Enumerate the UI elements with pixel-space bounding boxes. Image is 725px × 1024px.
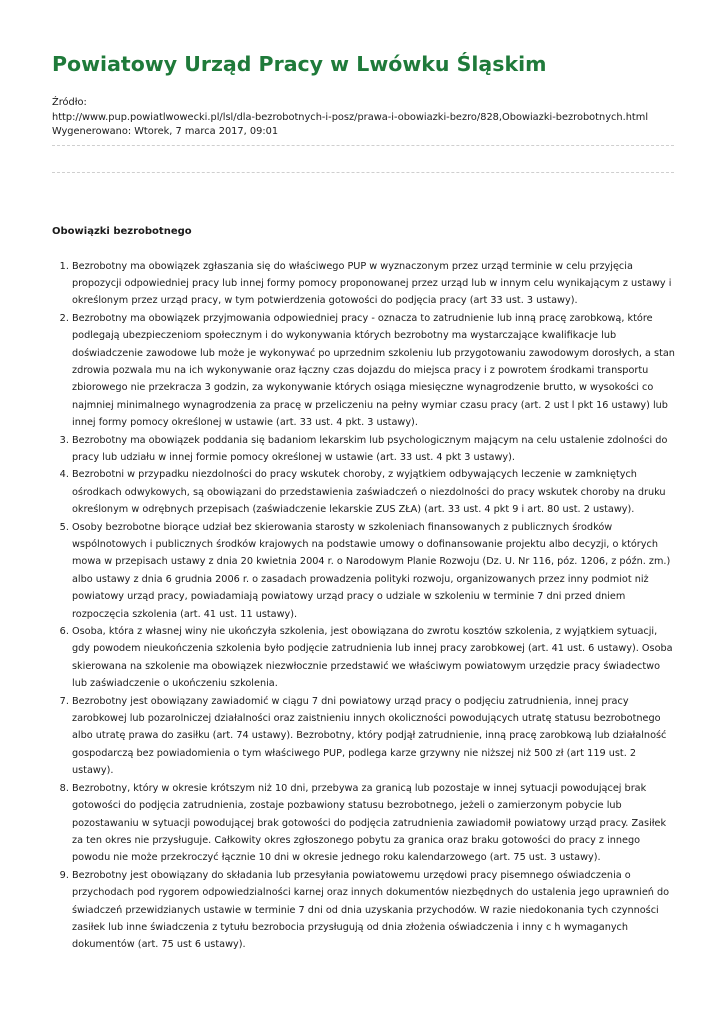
generated-timestamp: Wygenerowano: Wtorek, 7 marca 2017, 09:01 xyxy=(52,126,279,137)
duties-list xyxy=(52,258,677,954)
list-item: 9. Bezrobotny jest obowiązany do składania lub przesyłania powiatowemu urzędowi pracy pisemnego oświadczenia o przychodach pod rygorem odpowiedzialności karnej oraz innych dokumentów niezbędnych do ustalenia jego uprawnień do świadczeń przewidzianych ustawie w terminie 7 dni od dnia uzyskania przychodów. W razie niedokonania tych czynności zasiłek lub inne świadczenia z tytułu bezrobocia przysługują od dnia złożenia oświadczenia i inny c h wymaganych dokumentów (art. 75 ust 6 ustawy). xyxy=(72,867,677,954)
source-label: Źródło: xyxy=(52,97,87,108)
document-page xyxy=(52,50,677,954)
page-title: Powiatowy Urząd Pracy w Lwówku Śląskim xyxy=(52,52,547,76)
list-item: 2. Bezrobotny ma obowiązek przyjmowania odpowiedniej pracy - oznacza to zatrudnienie lub inną pracę zarobkową, które podlegają ubezpieczeniom społecznym i do wykonywania których bezrobotny ma wystarczające kwalifikacje lub doświadczenie zawodowe lub może je wykonywać po uprzednim szkoleniu lub przygotowaniu zawodowym dorosłych, a stan zdrowia pozwala mu na ich wykonywanie oraz łączny czas dojazdu do miejsca pracy i z powrotem środkami transportu zbiorowego nie przekracza 3 godzin, za wykonywanie których osiąga miesięczne wynagrodzenie brutto, w wysokości co najmniej minimalnego wynagrodzenia za pracę w przeliczeniu na pełny wymiar czasu pracy (art. 2 ust l pkt 16 ustawy) lub innej formy pomocy określonej w ustawie (art. 33 ust. 4 pkt. 3 ustawy). xyxy=(72,310,677,432)
document-meta xyxy=(52,96,677,140)
list-item: 6. Osoba, która z własnej winy nie ukończyła szkolenia, jest obowiązana do zwrotu kosztów szkolenia, z wyjątkiem sytuacji, gdy powodem nieukończenia szkolenia było podjęcie zatrudnienia lub innej pracy zarobkowej (art. 41 ust. 6 ustawy). Osoba skierowana na szkolenie ma obowiązek niezwłocznie przedstawić we właściwym powiatowym urzędzie pracy świadectwo lub zaświadczenie o ukończeniu szkolenia. xyxy=(72,623,677,693)
source-url: http://www.pup.powiatlwowecki.pl/lsl/dla-bezrobotnych-i-posz/prawa-i-obowiazki-bezro/828,Obowiazki-bezrobotnych.html xyxy=(52,111,649,123)
section-heading: Obowiązki bezrobotnego xyxy=(52,225,192,237)
list-item: 7. Bezrobotny jest obowiązany zawiadomić w ciągu 7 dni powiatowy urząd pracy o podjęciu zatrudnienia, innej pracy zarobkowej lub pozarolniczej działalności oraz zaistnieniu innych okoliczności powodujących utratę statusu bezrobotnego albo utratę prawa do zasiłku (art. 74 ustawy). Bezrobotny, który podjął zatrudnienie, inną pracę zarobkową lub działalność gospodarczą bez powiadomienia o tym właściwego PUP, podlega karze grzywny nie niższej niż 500 zł (art 119 ust. 2 ustawy). xyxy=(72,693,677,780)
list-item: 1. Bezrobotny ma obowiązek zgłaszania się do właściwego PUP w wyznaczonym przez urząd terminie w celu przyjęcia propozycji odpowiedniej pracy lub innej formy pomocy proponowanej przez urząd lub w innym celu wynikającym z ustawy i określonym przez urząd pracy, w tym potwierdzenia gotowości do podjęcia pracy (art 33 ust. 3 ustawy). xyxy=(72,258,677,310)
list-item: 3. Bezrobotny ma obowiązek poddania się badaniom lekarskim lub psychologicznym mającym na celu ustalenie zdolności do pracy lub udziału w innej formie pomocy określonej w ustawie (art. 33 ust. 4 pkt 3 ustawy). xyxy=(72,432,677,467)
divider-top xyxy=(52,145,674,146)
list-item: 8. Bezrobotny, który w okresie krótszym niż 10 dni, przebywa za granicą lub pozostaje w innej sytuacji powodującej brak gotowości do podjęcia zatrudnienia, zostaje pozbawiony statusu bezrobotnego, jeżeli o zamierzonym pobycie lub pozostawaniu w sytuacji powodującej brak gotowości do podjęcia zatrudnienia zawiadomił powiatowy urząd pracy. Zasiłek za ten okres nie przysługuje. Całkowity okres zgłoszonego pobytu za granica oraz braku gotowości do pracy z innego powodu nie może przekroczyć łącznie 10 dni w okresie jednego roku kalendarzowego (art. 75 ust. 3 ustawy). xyxy=(72,780,677,867)
list-item: 5. Osoby bezrobotne biorące udział bez skierowania starosty w szkoleniach finansowanych z publicznych środków wspólnotowych i publicznych środków krajowych na podstawie umowy o dofinansowanie projektu albo decyzji, o których mowa w przepisach ustawy z dnia 20 kwietnia 2004 r. o Narodowym Planie Rozwoju (Dz. U. Nr 116, póz. 1206, z późn. zm.) albo ustawy z dnia 6 grudnia 2006 r. o zasadach prowadzenia polityki rozwoju, organizowanych przez inny podmiot niż powiatowy urząd pracy, powiadamiają powiatowy urząd pracy o udziale w szkoleniu w terminie 7 dni przed dniem rozpoczęcia szkolenia (art. 41 ust. 11 ustawy). xyxy=(72,519,677,623)
list-item: 4. Bezrobotni w przypadku niezdolności do pracy wskutek choroby, z wyjątkiem odbywających leczenie w zamkniętych ośrodkach odwykowych, są obowiązani do przedstawienia zaświadczeń o niezdolności do pracy wskutek choroby na druku określonym w odrębnych przepisach (zaświadczenie lekarskie ZUS ZŁA) (art. 33 ust. 4 pkt 9 i art. 80 ust. 2 ustawy). xyxy=(72,466,677,518)
divider-bottom xyxy=(52,172,674,173)
